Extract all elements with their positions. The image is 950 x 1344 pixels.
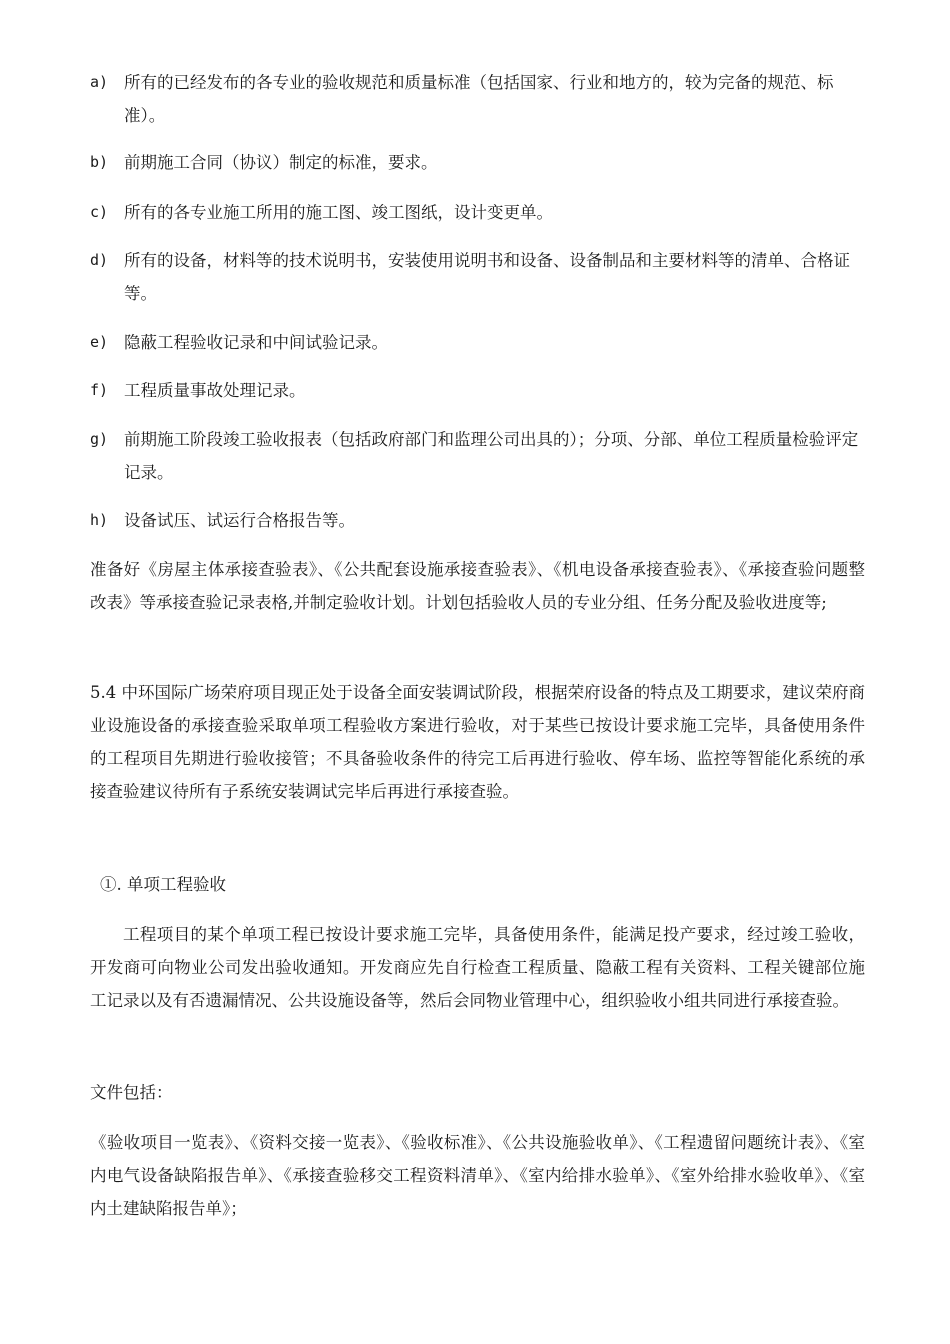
list-item-text: 设备试压、试运行合格报告等。 xyxy=(124,511,355,530)
list-item-d xyxy=(90,244,870,310)
list-item-text: 所有的各专业施工所用的施工图、竣工图纸，设计变更单。 xyxy=(124,203,553,222)
list-marker: h) xyxy=(90,511,109,529)
prepare-paragraph: 准备好《房屋主体承接查验表》、《公共配套设施承接查验表》、《机电设备承接查验表》、《承接查验问题整改表》等承接查验记录表格,并制定验收计划。计划包括验收人员的专业分组、任务分配及验收进度等; xyxy=(90,560,865,612)
list-item-text: 前期施工合同（协议）制定的标准，要求。 xyxy=(124,153,438,172)
files-list-paragraph: 《验收项目一览表》、《资料交接一览表》、《验收标准》、《公共设施验收单》、《工程遗留问题统计表》、《室内电气设备缺陷报告单》、《承接查验移交工程资料清单》、《室内给排水验单》、《室外给排水验收单》、《室内土建缺陷报告单》； xyxy=(90,1133,865,1218)
list-marker: c) xyxy=(90,203,109,221)
list-item-e xyxy=(90,326,870,359)
list-item-text: 所有的设备，材料等的技术说明书，安装使用说明书和设备、设备制品和主要材料等的清单、合格证等。 xyxy=(124,251,850,303)
files-label: 文件包括： xyxy=(90,1083,173,1102)
list-item-c xyxy=(90,196,870,229)
list-item-f xyxy=(90,374,870,407)
list-marker: g) xyxy=(90,430,109,448)
sub-heading: ①. 单项工程验收 xyxy=(100,875,226,894)
list-item-text: 所有的已经发布的各专业的验收规范和质量标准（包括国家、行业和地方的，较为完备的规范、标准）。 xyxy=(124,73,834,125)
list-marker: e) xyxy=(90,333,109,351)
list-marker: d) xyxy=(90,251,109,269)
list-marker: b) xyxy=(90,153,109,171)
list-item-b xyxy=(90,146,870,179)
list-item-text: 隐蔽工程验收记录和中间试验记录。 xyxy=(124,333,388,352)
list-marker: f) xyxy=(90,381,109,399)
list-item-a xyxy=(90,66,870,132)
list-item-text: 前期施工阶段竣工验收报表（包括政府部门和监理公司出具的）；分项、分部、单位工程质量检验评定记录。 xyxy=(124,430,859,482)
list-item-g xyxy=(90,423,870,489)
list-item-h xyxy=(90,504,870,537)
section-5-4-paragraph: 5.4 中环国际广场荣府项目现正处于设备全面安装调试阶段，根据荣府设备的特点及工期要求，建议荣府商业设施设备的承接查验采取单项工程验收方案进行验收，对于某些已按设计要求施工完毕，具备使用条件的工程项目先期进行验收接管；不具备验收条件的待完工后再进行验收、停车场、监控等智能化系统的承接查验建议待所有子系统安装调试完毕后再进行承接查验。 xyxy=(90,683,865,801)
single-project-paragraph: 工程项目的某个单项工程已按设计要求施工完毕，具备使用条件，能满足投产要求，经过竣工验收，开发商可向物业公司发出验收通知。开发商应先自行检查工程质量、隐蔽工程有关资料、工程关键部位施工记录以及有否遗漏情况、公共设施设备等，然后会同物业管理中心，组织验收小组共同进行承接查验。 xyxy=(90,925,865,1010)
list-marker: a) xyxy=(90,73,109,91)
list-item-text: 工程质量事故处理记录。 xyxy=(124,381,306,400)
